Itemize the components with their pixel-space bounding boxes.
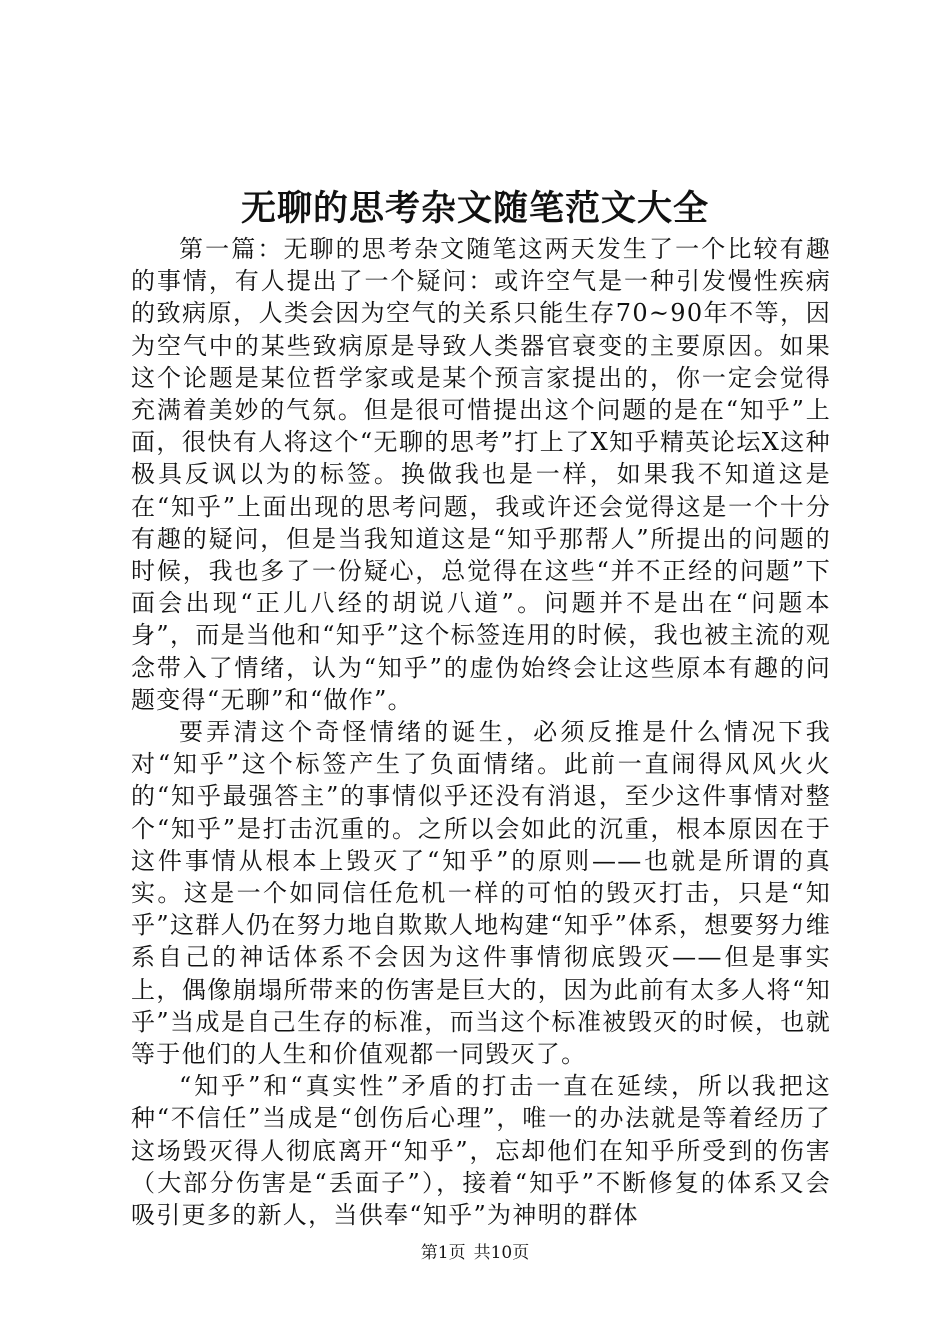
page-number: 第1页 [420,1243,466,1263]
paragraph-3: “知乎”和“真实性”矛盾的打击一直在延续，所以我把这种“不信任”当成是“创伤后心理”，唯一的办法就是等着经历了这场毁灭得人彻底离开“知乎”，忘却他们在知乎所受到的伤害（大部分伤害是“丢面子”），接着“知乎”不断修复的体系又会吸引更多的新人，当供奉“知乎”为神明的群体 [131,1072,831,1230]
paragraph-2: 要弄清这个奇怪情绪的诞生，必须反推是什么情况下我对“知乎”这个标签产生了负面情绪。此前一直闹得风风火火的“知乎最强答主”的事情似乎还没有消退，至少这件事情对整个“知乎”是打击沉重的。之所以会如此的沉重，根本原因在于这件事情从根本上毁灭了“知乎”的原则——也就是所谓的真实。这是一个如同信任危机一样的可怕的毁灭打击，只是“知乎”这群人仍在努力地自欺欺人地构建“知乎”体系，想要努力维系自己的神话体系不会因为这件事情彻底毁灭——但是事实上，偶像崩塌所带来的伤害是巨大的，因为此前有太多人将“知乎”当成是自己生存的标准，而当这个标准被毁灭的时候，也就等于他们的人生和价值观都一同毁灭了。 [131,718,831,1069]
total-pages: 共10页 [473,1243,530,1263]
paragraph-1: 第一篇：无聊的思考杂文随笔这两天发生了一个比较有趣的事情，有人提出了一个疑问：或许空气是一种引发慢性疾病的致病原，人类会因为空气的关系只能生存70~90年不等，因为空气中的某些致病原是导致人类器官衰变的主要原因。如果这个论题是某位哲学家或是某个预言家提出的，你一定会觉得充满着美妙的气氛。但是很可惜提出这个问题的是在“知乎”上面，很快有人将这个“无聊的思考”打上了X知乎精英论坛X这种极具反讽以为的标签。换做我也是一样，如果我不知道这是在“知乎”上面出现的思考问题，我或许还会觉得这是一个十分有趣的疑问，但是当我知道这是“知乎那帮人”所提出的问题的时候，我也多了一份疑心，总觉得在这些“并不正经的问题”下面会出现“正儿八经的胡说八道”。问题并不是出在“问题本身”，而是当他和“知乎”这个标签连用的时候，我也被主流的观念带入了情绪，认为“知乎”的虚伪始终会让这些原本有趣的问题变得“无聊”和“做作”。 [131,235,831,714]
document-body [131,233,831,1231]
document-title: 无聊的思考杂文随笔范文大全 [240,188,709,229]
page-footer [0,1241,950,1265]
